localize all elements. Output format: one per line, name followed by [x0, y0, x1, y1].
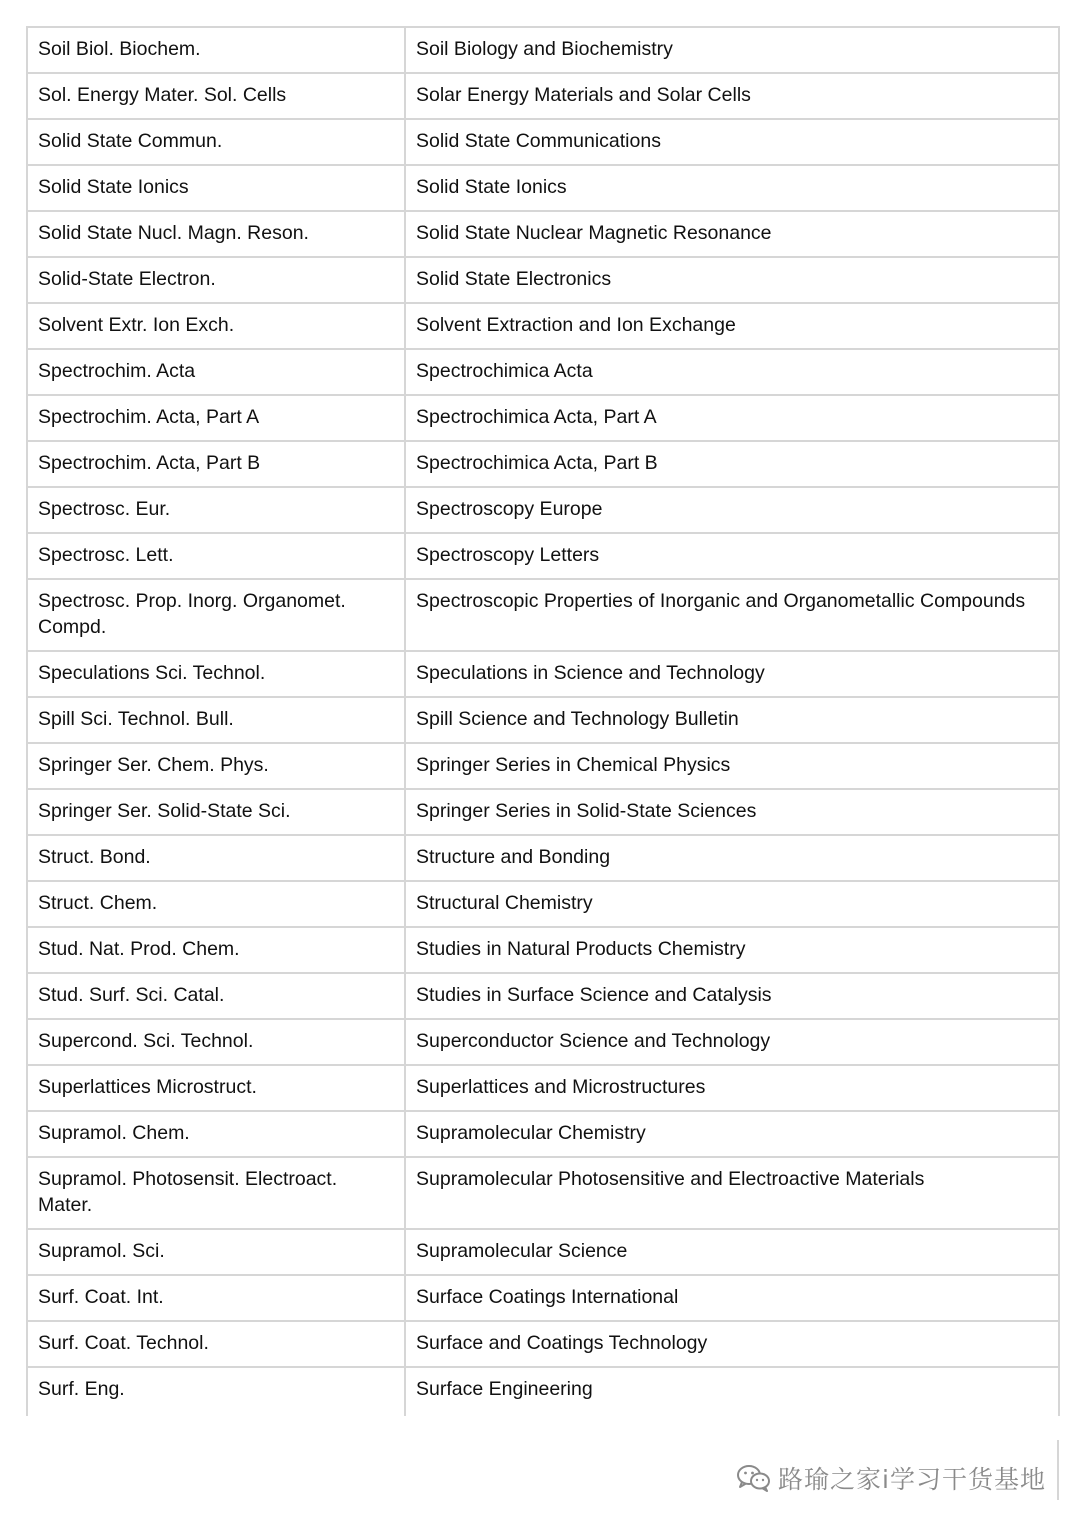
table-row	[27, 927, 1059, 973]
table-row	[27, 303, 1059, 349]
abbreviation-cell: Solid State Ionics	[27, 165, 405, 211]
abbreviation-cell: Stud. Nat. Prod. Chem.	[27, 927, 405, 973]
table-row	[27, 743, 1059, 789]
wechat-icon	[736, 1463, 772, 1493]
abbreviation-cell: Solid State Commun.	[27, 119, 405, 165]
full-title-cell: Structure and Bonding	[405, 835, 1059, 881]
abbreviation-cell: Spectrochim. Acta	[27, 349, 405, 395]
table-row	[27, 651, 1059, 697]
table-right-edge	[1057, 1440, 1059, 1500]
table-row	[27, 257, 1059, 303]
full-title-cell: Spectrochimica Acta	[405, 349, 1059, 395]
full-title-cell: Superlattices and Microstructures	[405, 1065, 1059, 1111]
table-row	[27, 1111, 1059, 1157]
full-title-cell: Solvent Extraction and Ion Exchange	[405, 303, 1059, 349]
abbreviation-cell: Solid-State Electron.	[27, 257, 405, 303]
abbreviation-cell: Stud. Surf. Sci. Catal.	[27, 973, 405, 1019]
abbreviation-cell: Supramol. Chem.	[27, 1111, 405, 1157]
table-row	[27, 119, 1059, 165]
full-title-cell: Spectroscopic Properties of Inorganic and Organometallic Compounds	[405, 579, 1059, 651]
table-row	[27, 27, 1059, 73]
abbreviation-cell: Struct. Bond.	[27, 835, 405, 881]
table-row	[27, 211, 1059, 257]
abbreviation-cell: Surf. Eng.	[27, 1367, 405, 1416]
full-title-cell: Studies in Surface Science and Catalysis	[405, 973, 1059, 1019]
full-title-cell: Spill Science and Technology Bulletin	[405, 697, 1059, 743]
abbreviation-cell: Solvent Extr. Ion Exch.	[27, 303, 405, 349]
full-title-cell: Soil Biology and Biochemistry	[405, 27, 1059, 73]
journal-abbreviation-table	[26, 26, 1060, 1416]
abbreviation-cell: Surf. Coat. Int.	[27, 1275, 405, 1321]
table-row	[27, 395, 1059, 441]
table-row	[27, 973, 1059, 1019]
table-row	[27, 881, 1059, 927]
abbreviation-cell: Spectrosc. Eur.	[27, 487, 405, 533]
full-title-cell: Solid State Communications	[405, 119, 1059, 165]
full-title-cell: Structural Chemistry	[405, 881, 1059, 927]
table-row	[27, 1019, 1059, 1065]
full-title-cell: Surface and Coatings Technology	[405, 1321, 1059, 1367]
table-row	[27, 579, 1059, 651]
abbreviation-cell: Spectrochim. Acta, Part B	[27, 441, 405, 487]
abbreviation-cell: Supramol. Photosensit. Electroact. Mater.	[27, 1157, 405, 1229]
full-title-cell: Solid State Ionics	[405, 165, 1059, 211]
full-title-cell: Spectroscopy Letters	[405, 533, 1059, 579]
abbreviation-cell: Surf. Coat. Technol.	[27, 1321, 405, 1367]
table-row	[27, 697, 1059, 743]
abbreviation-cell: Spectrochim. Acta, Part A	[27, 395, 405, 441]
abbreviation-cell: Spectrosc. Lett.	[27, 533, 405, 579]
full-title-cell: Solid State Electronics	[405, 257, 1059, 303]
table-body	[27, 27, 1059, 1416]
full-title-cell: Speculations in Science and Technology	[405, 651, 1059, 697]
table-row	[27, 165, 1059, 211]
table-row	[27, 1321, 1059, 1367]
abbreviation-cell: Springer Ser. Solid-State Sci.	[27, 789, 405, 835]
full-title-cell: Spectrochimica Acta, Part A	[405, 395, 1059, 441]
full-title-cell: Supramolecular Chemistry	[405, 1111, 1059, 1157]
journal-abbreviation-table-container	[26, 26, 1058, 1416]
full-title-cell: Superconductor Science and Technology	[405, 1019, 1059, 1065]
watermark	[736, 1460, 1046, 1496]
abbreviation-cell: Speculations Sci. Technol.	[27, 651, 405, 697]
table-row	[27, 533, 1059, 579]
table-row	[27, 441, 1059, 487]
table-row	[27, 835, 1059, 881]
abbreviation-cell: Sol. Energy Mater. Sol. Cells	[27, 73, 405, 119]
full-title-cell: Spectrochimica Acta, Part B	[405, 441, 1059, 487]
full-title-cell: Surface Coatings International	[405, 1275, 1059, 1321]
watermark-text: 路瑜之家i学习干货基地	[778, 1465, 1046, 1494]
abbreviation-cell: Springer Ser. Chem. Phys.	[27, 743, 405, 789]
full-title-cell: Surface Engineering	[405, 1367, 1059, 1416]
abbreviation-cell: Superlattices Microstruct.	[27, 1065, 405, 1111]
table-row	[27, 349, 1059, 395]
full-title-cell: Springer Series in Chemical Physics	[405, 743, 1059, 789]
abbreviation-cell: Spill Sci. Technol. Bull.	[27, 697, 405, 743]
full-title-cell: Supramolecular Science	[405, 1229, 1059, 1275]
table-row	[27, 73, 1059, 119]
table-row	[27, 1275, 1059, 1321]
table-row	[27, 1367, 1059, 1416]
table-row	[27, 487, 1059, 533]
full-title-cell: Studies in Natural Products Chemistry	[405, 927, 1059, 973]
abbreviation-cell: Soil Biol. Biochem.	[27, 27, 405, 73]
full-title-cell: Solid State Nuclear Magnetic Resonance	[405, 211, 1059, 257]
abbreviation-cell: Supercond. Sci. Technol.	[27, 1019, 405, 1065]
table-row	[27, 789, 1059, 835]
table-row	[27, 1065, 1059, 1111]
table-row	[27, 1157, 1059, 1229]
full-title-cell: Supramolecular Photosensitive and Electroactive Materials	[405, 1157, 1059, 1229]
full-title-cell: Springer Series in Solid-State Sciences	[405, 789, 1059, 835]
abbreviation-cell: Supramol. Sci.	[27, 1229, 405, 1275]
table-row	[27, 1229, 1059, 1275]
full-title-cell: Solar Energy Materials and Solar Cells	[405, 73, 1059, 119]
abbreviation-cell: Solid State Nucl. Magn. Reson.	[27, 211, 405, 257]
full-title-cell: Spectroscopy Europe	[405, 487, 1059, 533]
abbreviation-cell: Struct. Chem.	[27, 881, 405, 927]
abbreviation-cell: Spectrosc. Prop. Inorg. Organomet. Compd.	[27, 579, 405, 651]
